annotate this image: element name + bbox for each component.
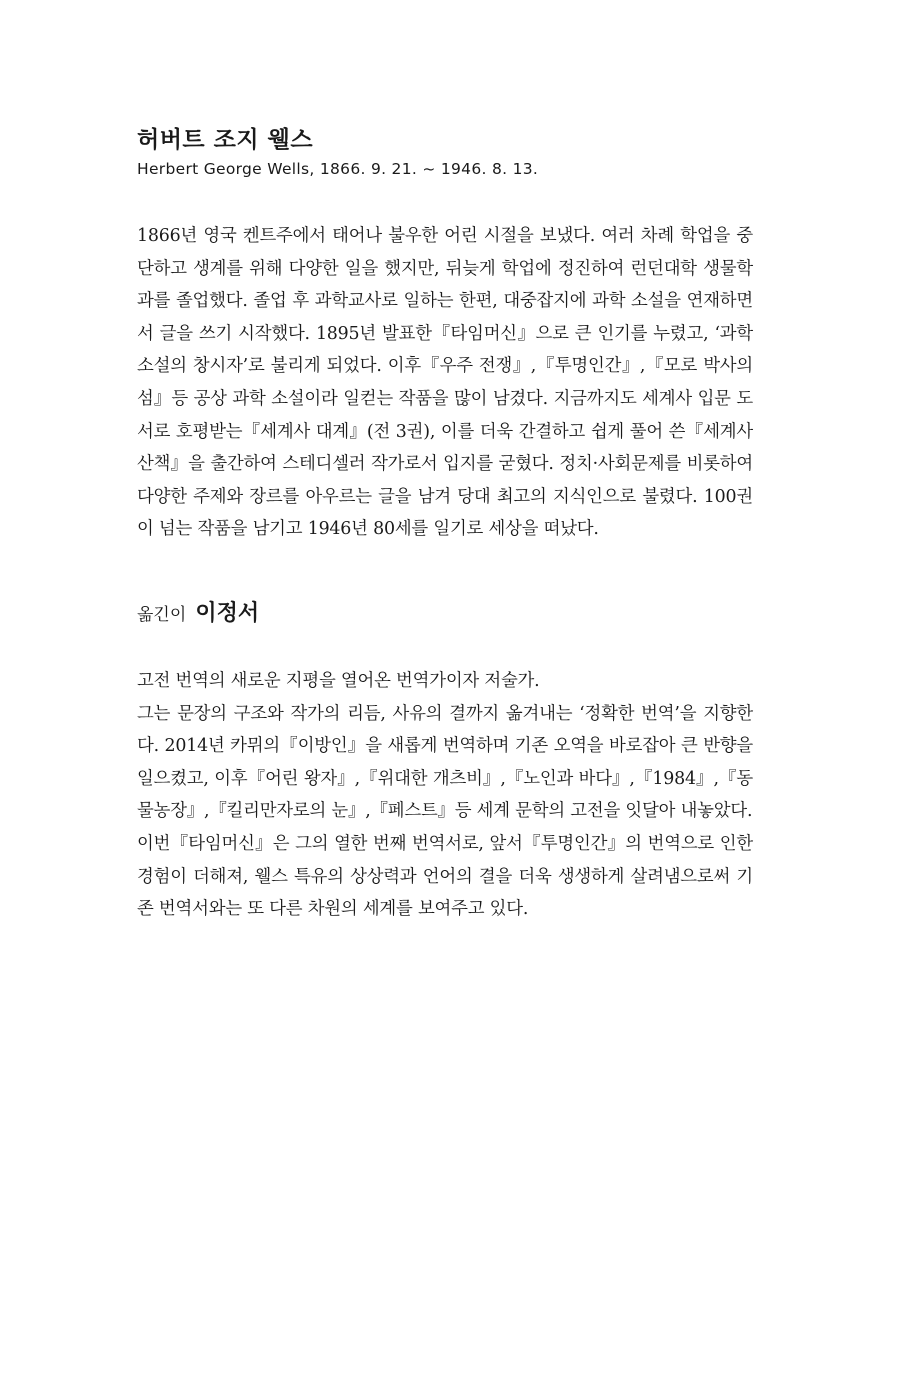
author-name-and-dates: Herbert George Wells, 1866. 9. 21. ~ 1946. 8. 13. [137, 160, 539, 178]
translator-bio-paragraph: 그는 문장의 구조와 작가의 리듬, 사유의 결까지 옮겨내는 ‘정확한 번역’을 지향한다. 2014년 카뮈의『이방인』을 새롭게 번역하며 기존 오역을 바로잡아 큰 반향을 일으켰고, 이후『어린 왕자』,『위대한 개츠비』,『노인과 바다』,『1984』,『동물농장』,『킬리만자로의 눈』,『페스트』등 세계 문학의 고전을 잇달아 내놓았다. [137, 703, 753, 822]
author-biography: 1866년 영국 켄트주에서 태어나 불우한 어린 시절을 보냈다. 여러 차례 학업을 중단하고 생계를 위해 다양한 일을 했지만, 뒤늦게 학업에 정진하여 런던대학 생물학과를 졸업했다. 졸업 후 과학교사로 일하는 한편, 대중잡지에 과학 소설을 연재하면서 글을 쓰기 시작했다. 1895년 발표한『타임머신』으로 큰 인기를 누렸고, ‘과학 소설의 창시자’로 불리게 되었다. 이후『우주 전쟁』,『투명인간』,『모로 박사의 섬』등 공상 과학 소설이라 일컫는 작품을 많이 남겼다. 지금까지도 세계사 입문 도서로 호평받는『세계사 대계』(전 3권), 이를 더욱 간결하고 쉽게 풀어 쓴『세계사 산책』을 출간하여 스테디셀러 작가로서 입지를 굳혔다. 정치·사회문제를 비롯하여 다양한 주제와 장르를 아우르는 글을 남겨 당대 최고의 지식인으로 불렸다. 100권이 넘는 작품을 남기고 1946년 80세를 일기로 세상을 떠났다. [137, 226, 753, 540]
translator-heading [137, 598, 753, 631]
translator-label: 옮긴이 [137, 604, 187, 625]
translator-name: 이정서 [195, 600, 260, 626]
translator-biography [137, 665, 753, 926]
author-name: 허버트 조지 웰스 [137, 127, 314, 153]
translator-bio-paragraph: 이번『타임머신』은 그의 열한 번째 번역서로, 앞서『투명인간』의 번역으로 인한 경험이 더해져, 웰스 특유의 상상력과 언어의 결을 더욱 생생하게 살려냄으로써 기존 번역서와는 또 다른 차원의 세계를 보여주고 있다. [137, 833, 753, 920]
translator-bio-paragraph: 고전 번역의 새로운 지평을 열어온 번역가이자 저술가. [137, 670, 540, 691]
page-content [137, 124, 753, 926]
